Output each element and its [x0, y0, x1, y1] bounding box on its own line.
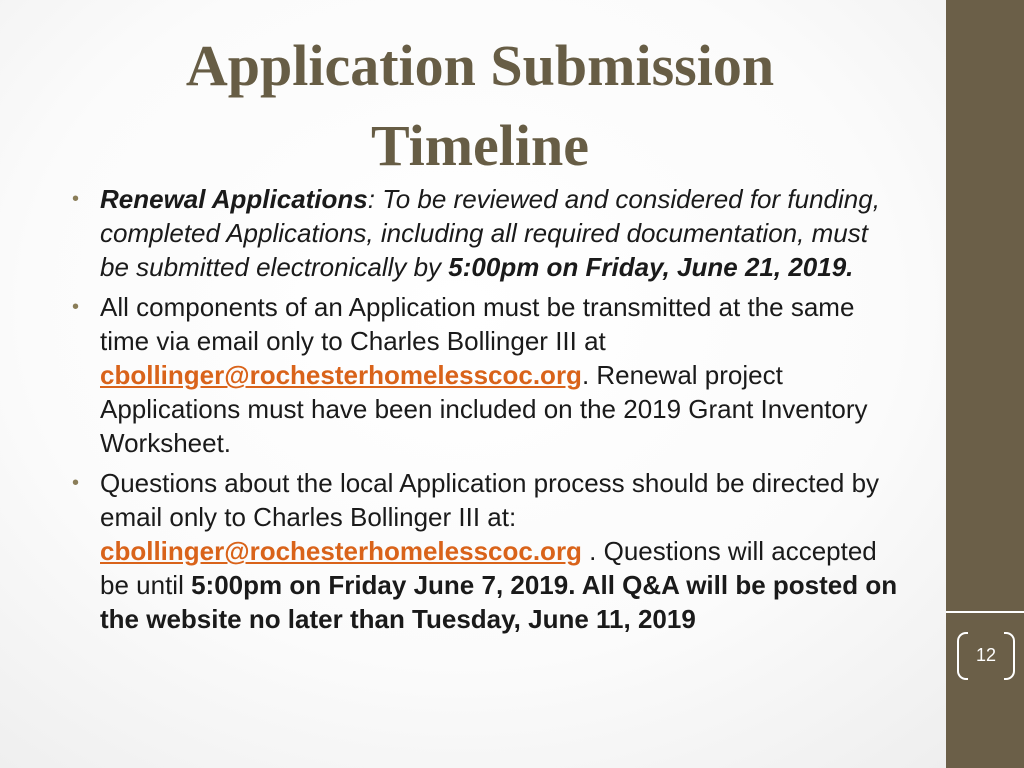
bullet-icon: •	[72, 472, 80, 494]
bullet-text: All components of an Application must be transmitted at the same time via email only to Charles Bollinger III at	[100, 292, 855, 356]
bullet-text-after: . Renewal project Applications must have been included on the 2019 Grant Inventory Worksheet.	[100, 360, 868, 458]
slide-content	[68, 182, 898, 642]
bullet-label: Renewal Applications	[100, 184, 368, 214]
sidebar-divider	[946, 611, 1024, 613]
page-number-badge	[957, 632, 1015, 678]
bullet-text: : To be reviewed and considered for funding, completed Applications, including all required documentation, must be submitted electronically by	[100, 184, 880, 282]
email-link[interactable]: cbollinger@rochesterhomelesscoc.org	[100, 360, 582, 390]
title-line-1: Application Submission	[185, 33, 775, 98]
bullet-icon: •	[72, 296, 80, 318]
bullet-questions	[68, 466, 898, 636]
bullet-renewal-applications	[68, 182, 898, 284]
bullet-icon: •	[72, 188, 80, 210]
bullet-text: Questions about the local Application process should be directed by email only to Charles Bollinger III at:	[100, 468, 880, 532]
bullet-deadline: 5:00pm on Friday, June 21, 2019.	[448, 252, 854, 282]
title-line-2: Timeline	[370, 113, 590, 178]
bullet-submission-method	[68, 290, 898, 460]
page-number: 12	[975, 645, 997, 665]
bullet-deadline: 5:00pm on Friday June 7, 2019. All Q&A will be posted on the website no later than Tuesday, June 11, 2019	[100, 570, 898, 634]
bullet-text-middle: . Questions will accepted be until	[100, 536, 877, 600]
slide-title	[60, 26, 900, 186]
email-link[interactable]: cbollinger@rochesterhomelesscoc.org	[100, 536, 582, 566]
